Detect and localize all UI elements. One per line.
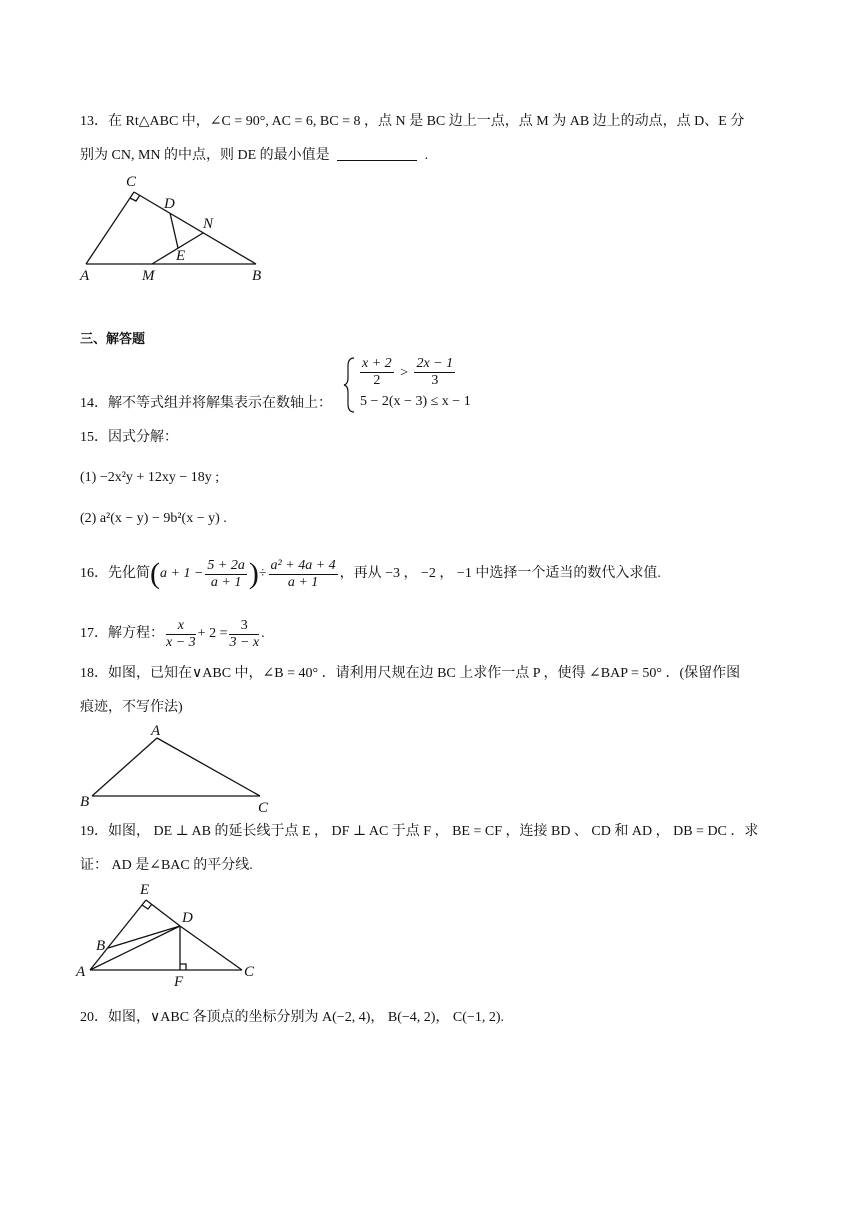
label-m: M [142, 268, 155, 284]
q15-part2: (2) a²(x − y) − 9b²(x − y) . [80, 511, 227, 526]
q17-prefix: 17．解方程： [80, 626, 164, 641]
paren-open-icon: ( [150, 557, 160, 590]
q17-line [80, 614, 265, 654]
label-b: B [252, 268, 262, 284]
q16-frac1-num: 5 + 2a [207, 557, 245, 573]
q15-part1: (1) −2x²y + 12xy − 18y ; [80, 470, 220, 485]
q14-frac-right [414, 356, 455, 389]
q13-line2 [80, 146, 428, 166]
q14-frac-right-den: 3 [431, 373, 439, 388]
q16-frac2-num: a² + 4a + 4 [270, 557, 336, 573]
q16-frac2-den: a + 1 [287, 574, 319, 590]
q19-line2: 证： AD 是∠BAC 的平分线. [80, 858, 253, 873]
q14-op: > [400, 365, 409, 381]
q13-line1: 13．在 Rt△ABC 中，∠C = 90°, AC = 6, BC = 8 ，点 N 是 BC 边上一点，点 M 为 AB 边上的动点，点 D、E 分 [80, 114, 745, 129]
label-e: E [176, 248, 186, 264]
q14-frac-left-den: 2 [373, 373, 381, 388]
label-a: A [151, 723, 161, 739]
segment-bd [108, 926, 180, 948]
q16-frac1-den: a + 1 [210, 574, 242, 590]
label-c: C [244, 964, 255, 980]
paren-close-icon: ) [248, 557, 259, 590]
q14-frac-right-num: 2x − 1 [416, 356, 454, 371]
q16-div: ÷ [258, 566, 267, 581]
brace-icon [344, 356, 356, 414]
q19-figure [76, 880, 276, 990]
label-a: A [76, 964, 86, 980]
q13-line2-text: 别为 CN, MN 的中点，则 DE 的最小值是 [80, 148, 330, 163]
q17-frac1 [166, 618, 196, 651]
segment-de [170, 213, 178, 248]
q17-mid: + 2 = [197, 626, 228, 641]
q18-figure [80, 722, 280, 817]
label-n: N [203, 216, 214, 232]
q14-inequality-2: 5 − 2(x − 3) ≤ x − 1 [360, 394, 471, 409]
label-d: D [182, 910, 193, 926]
section-title: 三、解答题 [80, 332, 146, 347]
segment-dc [180, 926, 242, 970]
side-ac [86, 192, 134, 264]
label-c: C [126, 174, 137, 190]
q15-title: 15．因式分解： [80, 430, 178, 445]
side-ba [92, 738, 157, 796]
q17-frac2-num: 3 [229, 618, 259, 635]
q14-frac-left-num: x + 2 [362, 356, 392, 371]
q13-figure [80, 170, 280, 285]
segment-ed [146, 900, 180, 926]
q14-prefix: 14．解不等式组并将解集表示在数轴上： [80, 396, 332, 411]
q17-suffix: . [261, 626, 265, 641]
q14-frac-left [360, 356, 394, 389]
q16-frac1 [205, 558, 246, 591]
q19-line1: 19．如图， DE ⊥ AB 的延长线于点 E ， DF ⊥ AC 于点 F ， BE = CF ，连接 BD 、 CD 和 AD ， DB = DC ．求 [80, 824, 759, 839]
right-angle-mark-f [180, 964, 186, 970]
label-a: A [80, 268, 90, 284]
q16-line [80, 554, 661, 594]
q17-frac2 [229, 618, 259, 651]
label-c: C [258, 800, 269, 816]
q16-suffix: ，再从 −3 ， −2 ， −1 中选择一个适当的数代入求值. [339, 566, 661, 581]
label-f: F [174, 974, 184, 990]
right-angle-mark-e [142, 904, 152, 909]
q18-line1: 18．如图，已知在∨ABC 中，∠B = 40° ．请利用尺规在边 BC 上求作一点 P ，使得 ∠BAP = 50° ．(保留作图 [80, 666, 741, 681]
q14-inequality-1 [358, 356, 457, 388]
answer-blank[interactable] [337, 146, 417, 161]
side-cb [134, 192, 256, 264]
side-ac [157, 738, 260, 796]
segment-ae [90, 900, 146, 970]
label-b: B [80, 794, 90, 810]
q13-line2-end: . [424, 148, 429, 163]
q16-prefix: 16．先化简 [80, 566, 150, 581]
q17-frac2-den: 3 − x [229, 634, 260, 650]
q16-frac2 [269, 558, 338, 591]
q17-frac1-den: x − 3 [166, 634, 196, 650]
q17-frac1-num: x [166, 618, 196, 635]
label-e: E [140, 882, 150, 898]
label-d: D [164, 196, 175, 212]
q18-line2: 痕迹，不写作法) [80, 700, 183, 715]
label-b: B [96, 938, 106, 954]
q20-line1: 20．如图，∨ABC 各顶点的坐标分别为 A(−2, 4)， B(−4, 2)， C(−1, 2). [80, 1010, 504, 1025]
q16-expr-a: a + 1 − [160, 566, 204, 581]
